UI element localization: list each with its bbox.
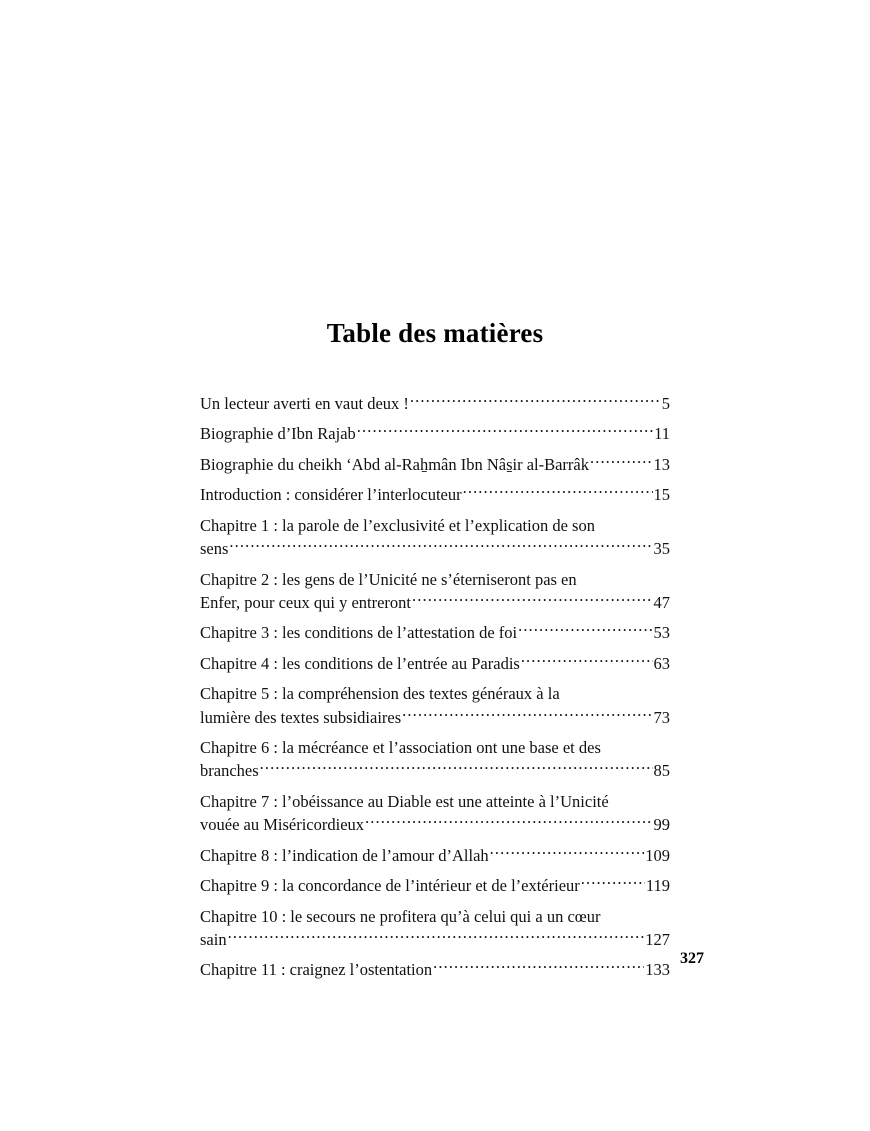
toc-entry-label-cont: branches: [200, 761, 259, 781]
toc-entry-label: Chapitre 8 : l’indication de l’amour d’Allah: [200, 845, 489, 865]
toc-entry-label: Chapitre 9 : la concordance de l’intérieur et de l’extérieur: [200, 876, 580, 896]
toc-leader: [581, 875, 645, 892]
toc-entry-label: Chapitre 7 : l’obéissance au Diable est une atteinte à l’Unicité: [200, 791, 609, 811]
toc-leader: [228, 929, 645, 946]
toc-entry-label: Chapitre 10 : le secours ne profitera qu’à celui qui a un cœur: [200, 906, 601, 926]
toc-entry-page: 127: [645, 930, 670, 950]
table-of-contents: [200, 392, 670, 989]
toc-entry[interactable]: [200, 514, 670, 561]
toc-leader: [518, 622, 652, 639]
toc-entry-label-cont: vouée au Miséricordieux: [200, 815, 365, 835]
toc-entry-label-cont: lumière des textes subsidiaires: [200, 707, 402, 727]
toc-entry[interactable]: [200, 790, 670, 837]
toc-entry[interactable]: [200, 874, 670, 897]
toc-entry-page: 13: [653, 454, 670, 474]
toc-entry[interactable]: [200, 568, 670, 615]
toc-entry-label: Un lecteur averti en vaut deux !: [200, 394, 409, 413]
toc-entry[interactable]: [200, 905, 670, 952]
toc-entry-page: 133: [645, 960, 670, 980]
toc-leader: [260, 760, 653, 777]
toc-entry-label: Biographie d’Ibn Rajab: [200, 424, 356, 444]
toc-leader: [590, 453, 653, 470]
toc-entry-label-cont: sens: [200, 539, 229, 559]
toc-entry[interactable]: [200, 736, 670, 783]
toc-entry[interactable]: [200, 682, 670, 729]
toc-entry-page: 5: [661, 394, 670, 413]
toc-entry-page: 47: [653, 592, 670, 612]
toc-entry-label: Introduction : considérer l’interlocuteur: [200, 485, 462, 505]
toc-entry[interactable]: [200, 958, 670, 981]
toc-entry-label: Chapitre 4 : les conditions de l’entrée au Paradis: [200, 653, 520, 673]
toc-entry-page: 53: [653, 623, 670, 643]
toc-entry-label: Chapitre 6 : la mécréance et l’association ont une base et des: [200, 738, 601, 758]
toc-entry-page: 99: [653, 815, 670, 835]
toc-entry[interactable]: [200, 483, 670, 506]
toc-entry-page: 119: [645, 876, 670, 896]
toc-entry-label-cont: Enfer, pour ceux qui y entreront: [200, 592, 412, 612]
toc-entry[interactable]: [200, 392, 670, 415]
toc-entry-page: 11: [654, 424, 670, 444]
toc-entry[interactable]: [200, 453, 670, 476]
toc-leader: [433, 959, 644, 976]
toc-leader: [521, 652, 653, 669]
toc-entry[interactable]: [200, 652, 670, 675]
toc-leader: [463, 484, 653, 501]
toc-leader: [490, 844, 645, 861]
toc-leader: [365, 814, 652, 831]
toc-leader: [229, 538, 652, 555]
toc-entry-label: Chapitre 5 : la compréhension des textes généraux à la: [200, 684, 560, 704]
toc-entry-page: 85: [653, 761, 670, 781]
toc-entry[interactable]: [200, 621, 670, 644]
toc-entry-label-cont: sain: [200, 930, 227, 950]
toc-entry-label: Chapitre 11 : craignez l’ostentation: [200, 960, 433, 980]
toc-leader: [410, 393, 661, 410]
toc-leader: [402, 706, 652, 723]
toc-entry-page: 35: [653, 539, 670, 559]
page-title: Table des matières: [326, 318, 544, 348]
toc-leader: [357, 423, 653, 440]
toc-entry-page: 63: [653, 653, 670, 673]
toc-entry-page: 15: [653, 485, 670, 505]
toc-entry-label: Chapitre 1 : la parole de l’exclusivité et l’explication de son: [200, 515, 595, 535]
toc-entry-label: Biographie du cheikh ‘Abd al-Raẖmân Ibn Nâs̱ir al-Barrâk: [200, 454, 589, 474]
toc-entry-label: Chapitre 3 : les conditions de l’attestation de foi: [200, 623, 518, 643]
toc-entry[interactable]: [200, 844, 670, 867]
toc-leader: [412, 591, 652, 608]
toc-entry[interactable]: [200, 422, 670, 445]
toc-entry-page: 109: [645, 845, 670, 865]
toc-entry-page: 73: [653, 707, 670, 727]
page-number: 327: [680, 950, 704, 967]
toc-entry-label: Chapitre 2 : les gens de l’Unicité ne s’éterniseront pas en: [200, 569, 577, 589]
